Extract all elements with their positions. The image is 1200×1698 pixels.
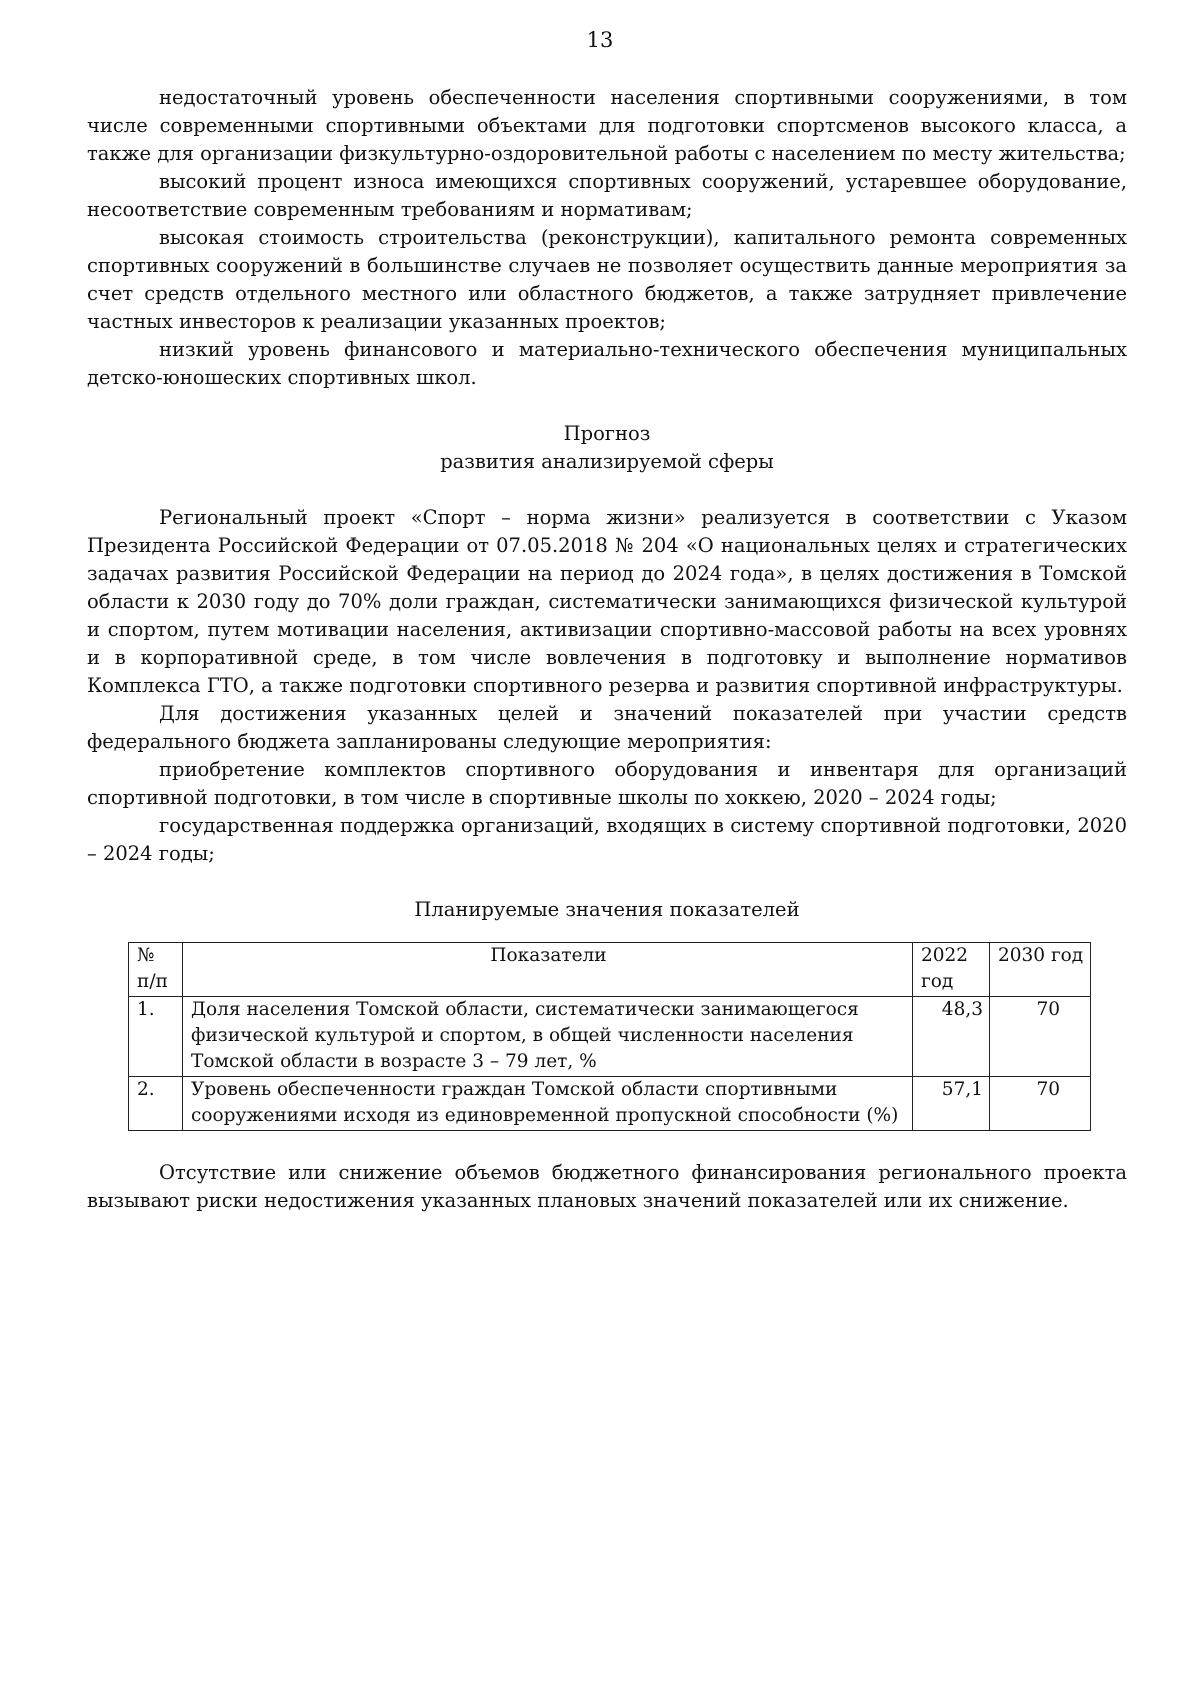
section-heading-subtitle: развития анализируемой сферы (440, 450, 774, 473)
row-value-2030: 70 (990, 997, 1091, 1077)
header-indicator: Показатели (183, 943, 913, 997)
row-value-2022: 57,1 (913, 1077, 990, 1131)
section-heading-title: Прогноз (563, 422, 651, 445)
indicators-table (128, 942, 1091, 1131)
row-indicator: Уровень обеспеченности граждан Томской области спортивными сооружениями исходя из единовременной пропускной способности (%) (183, 1077, 913, 1131)
paragraph-funding-risks: Отсутствие или снижение объемов бюджетного финансирования регионального проекта вызывают риски недостижения указанных плановых значений показателей или их снижение. (87, 1161, 1127, 1212)
row-number: 1. (129, 997, 183, 1077)
table-title: Планируемые значения показателей (414, 898, 800, 921)
paragraph-school-funding: низкий уровень финансового и материально-технического обеспечения муниципальных детско-юношеских спортивных школ. (87, 338, 1127, 389)
table-row (129, 997, 1091, 1077)
row-indicator: Доля населения Томской области, систематически занимающегося физической культурой и спортом, в общей численности населения Томской области в возрасте 3 – 79 лет, % (183, 997, 913, 1077)
paragraph-construction-cost: высокая стоимость строительства (реконструкции), капитального ремонта современных спортивных сооружений в большинстве случаев не позволяет осуществить данные мероприятия за счет средств отдельного местного или областного бюджетов, а также затрудняет привлечение частных инвесторов к реализации указанных проектов; (87, 226, 1127, 333)
paragraph-insufficient-facilities: недостаточный уровень обеспеченности населения спортивными сооружениями, в том числе современными спортивными объектами для подготовки спортсменов высокого класса, а также для организации физкультурно-оздоровительной работы с населением по месту жительства; (87, 86, 1127, 165)
paragraph-state-support: государственная поддержка организаций, входящих в систему спортивной подготовки, 2020 – 2024 годы; (87, 814, 1127, 865)
paragraph-equipment-purchase: приобретение комплектов спортивного оборудования и инвентаря для организаций спортивной подготовки, в том числе в спортивные школы по хоккею, 2020 – 2024 годы; (87, 758, 1127, 809)
document-body (87, 84, 1127, 1215)
table-header-row (129, 943, 1091, 997)
table-row (129, 1077, 1091, 1131)
row-value-2030: 70 (990, 1077, 1091, 1131)
header-2030: 2030 год (990, 943, 1091, 997)
page-number: 13 (586, 28, 614, 52)
row-number: 2. (129, 1077, 183, 1131)
header-2022: 2022 год (913, 943, 990, 997)
header-number: № п/п (129, 943, 183, 997)
paragraph-planned-measures: Для достижения указанных целей и значений показателей при участии средств федерального бюджета запланированы следующие мероприятия: (87, 702, 1127, 753)
paragraph-wear-of-facilities: высокий процент износа имеющихся спортивных сооружений, устаревшее оборудование, несоответствие современным требованиям и нормативам; (87, 170, 1127, 221)
paragraph-regional-project: Региональный проект «Спорт – норма жизни» реализуется в соответствии с Указом Президента Российской Федерации от 07.05.2018 № 204 «О национальных целях и стратегических задачах развития Российской Федерации на период до 2024 года», в целях достижения в Томской области к 2030 году до 70% доли граждан, систематически занимающихся физической культурой и спортом, путем мотивации населения, активизации спортивно-массовой работы на всех уровнях и в корпоративной среде, в том числе вовлечения в подготовку и выполнение нормативов Комплекса ГТО, а также подготовки спортивного резерва и развития спортивной инфраструктуры. (87, 506, 1127, 697)
row-value-2022: 48,3 (913, 997, 990, 1077)
